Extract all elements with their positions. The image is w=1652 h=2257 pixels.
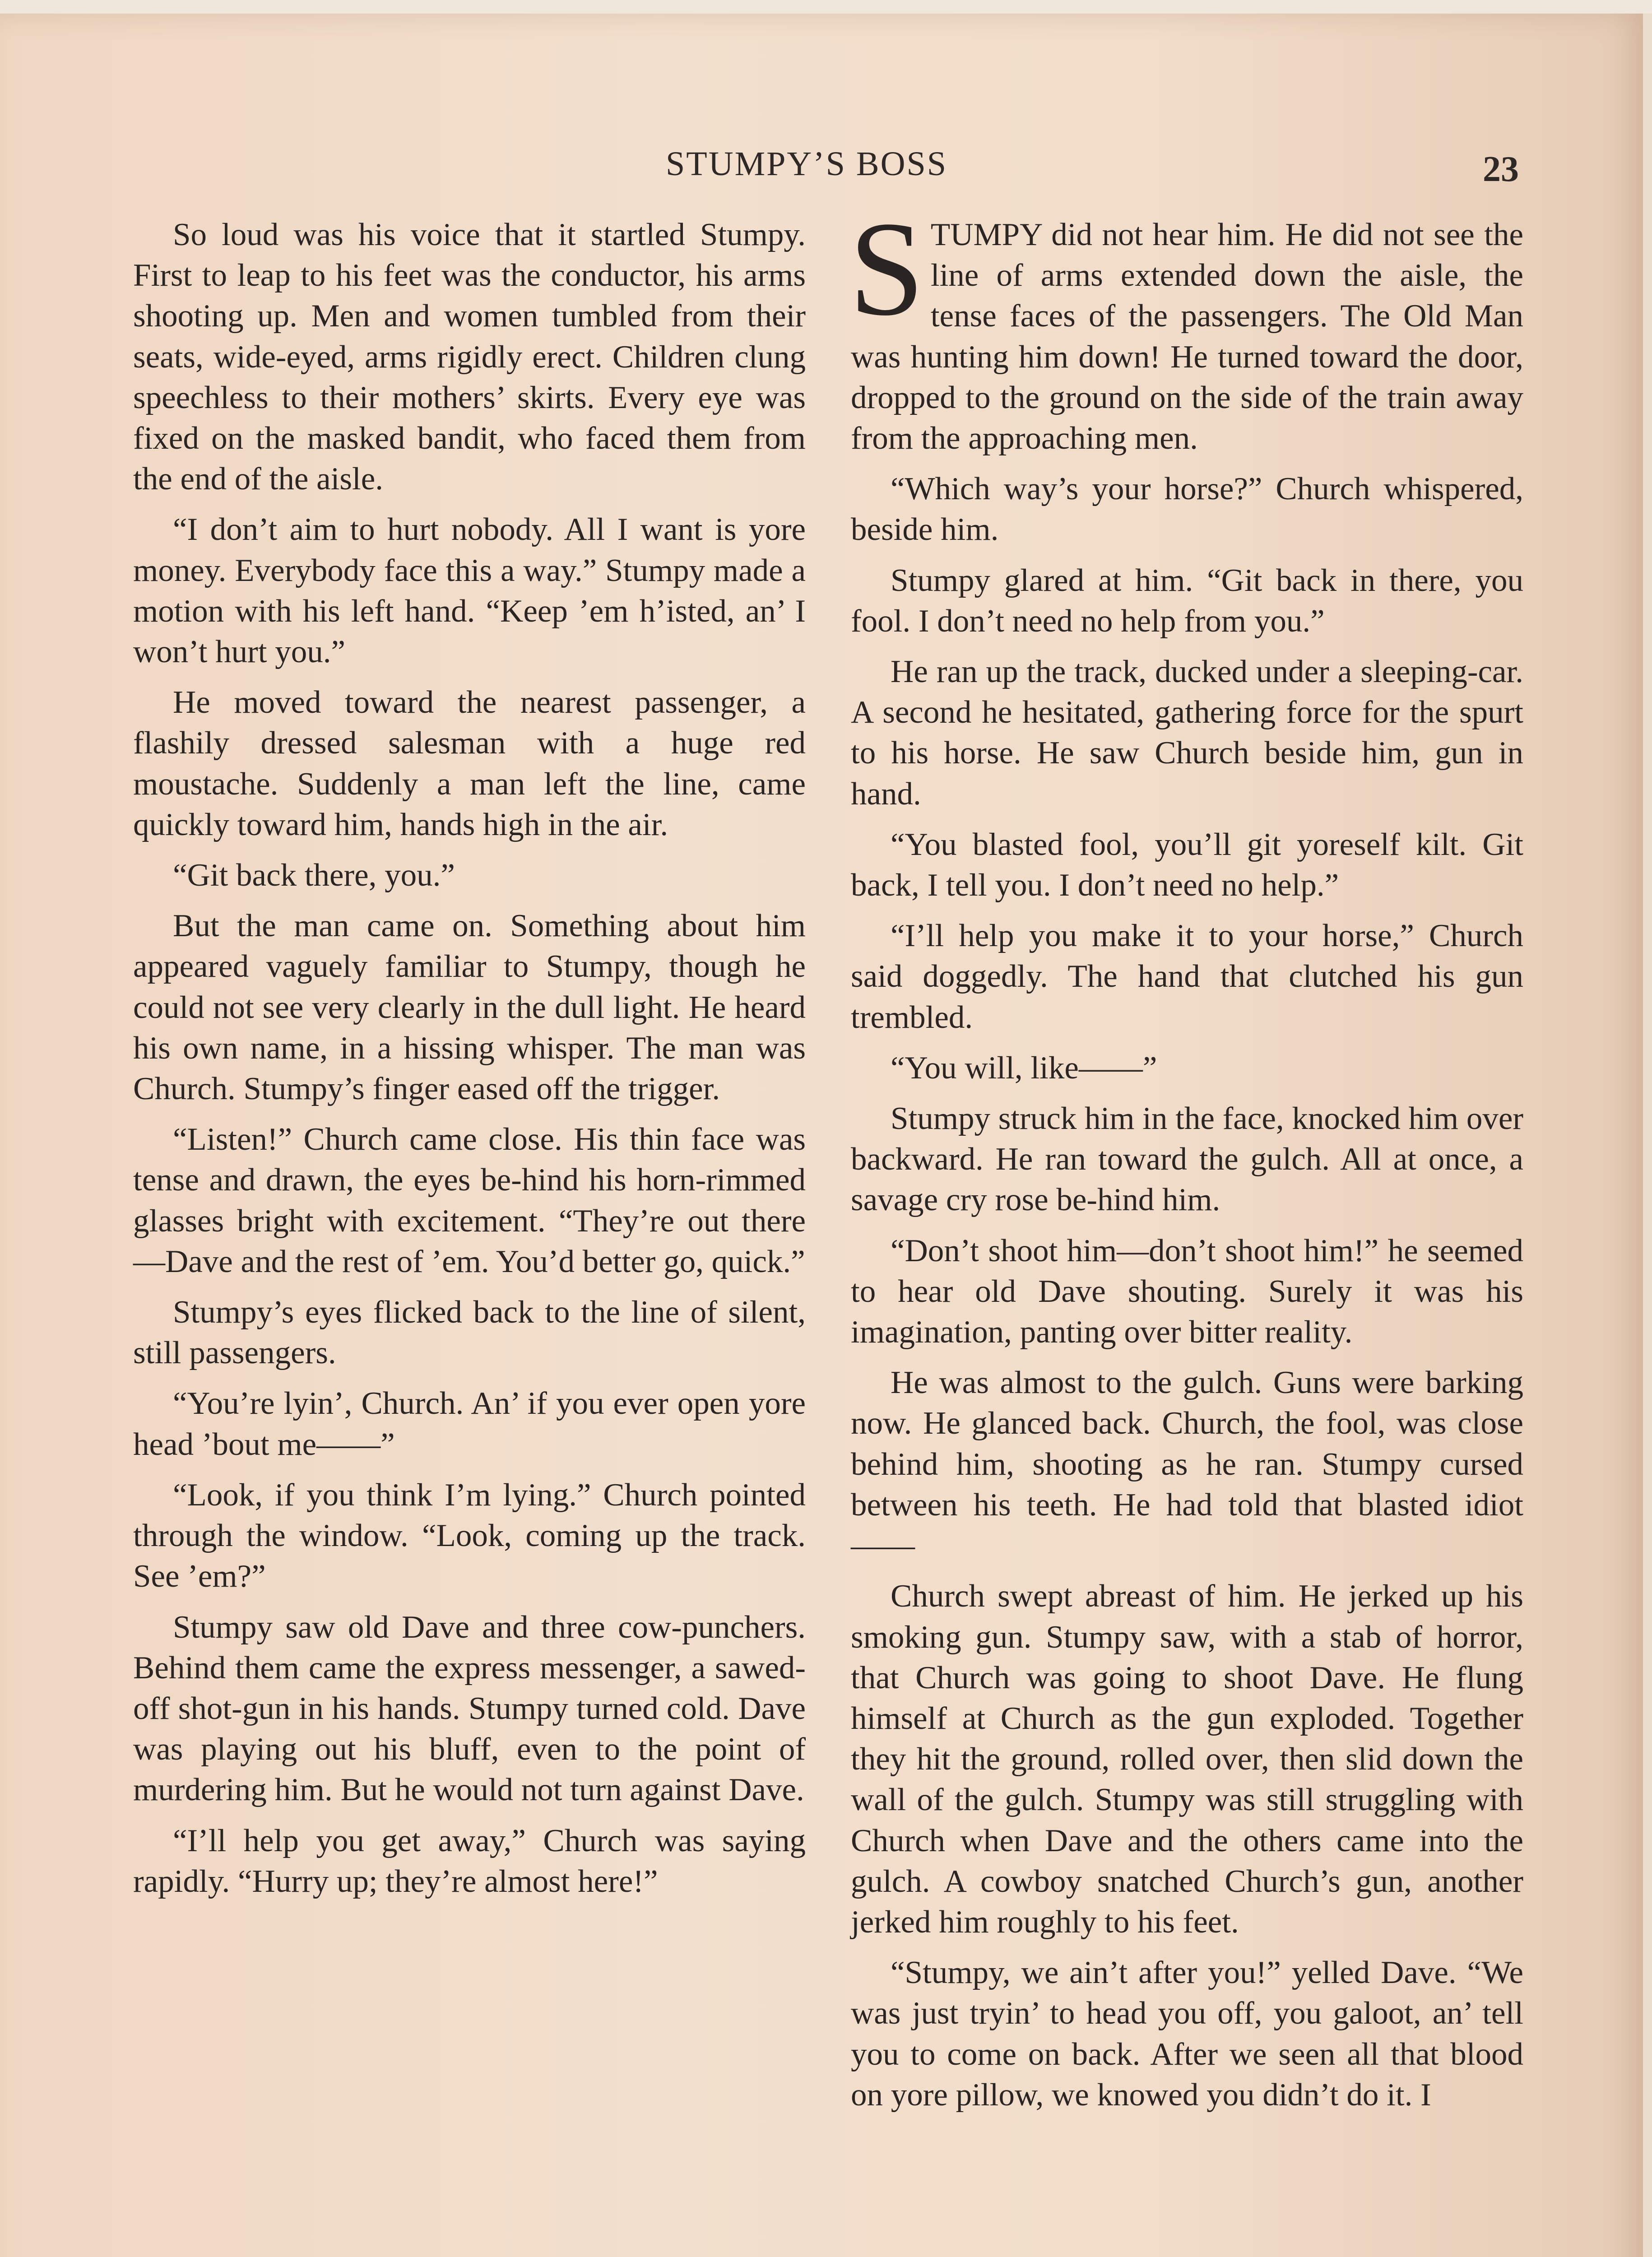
paragraph: “You’re lyin’, Church. An’ if you ever open yore head ’bout me——”: [133, 1386, 806, 1462]
drop-cap: S: [849, 194, 924, 344]
paragraph: Stumpy’s eyes flicked back to the line of silent, still passengers.: [133, 1295, 806, 1371]
paragraph: He moved toward the nearest passenger, a flashily dressed salesman with a huge red moustache. Suddenly a man left the line, came quickly toward him, hands high in the air.: [133, 685, 806, 842]
paragraph-text: TUMPY did not hear him. He did not see the line of arms extended down the aisle, the tense faces of the passengers. The Old Man was hunting him down! He turned toward the door, dropped to the ground on the side of the train away from the approaching men.: [851, 217, 1523, 456]
running-head: STUMPY’S BOSS: [666, 145, 947, 183]
paragraph: Stumpy glared at him. “Git back in there, you fool. I don’t need no help from you.”: [851, 562, 1523, 639]
paragraph: “Which way’s your horse?” Church whispered, beside him.: [851, 471, 1523, 548]
paragraph: “Listen!” Church came close. His thin face was tense and drawn, the eyes be-hind his horn-rimmed glasses bright with excitement. “They’re out there—Dave and the rest of ’em. You’d better go, quick.”: [133, 1122, 806, 1279]
paragraph: He was almost to the gulch. Guns were barking now. He glanced back. Church, the fool, was close behind him, shooting as he ran. Stumpy cursed between his teeth. He had told that blasted idiot——: [851, 1365, 1523, 1564]
paragraph: “You will, like——”: [891, 1050, 1157, 1086]
opening-paragraph: [849, 194, 1523, 459]
left-column: [133, 214, 806, 1912]
paragraph: But the man came on. Something about him appeared vaguely familiar to Stumpy, though he could not see very clearly in the dull light. He heard his own name, in a hissing whisper. The man was Church. Stumpy’s finger eased off the trigger.: [133, 908, 806, 1107]
paragraph: “You blasted fool, you’ll git yoreself kilt. Git back, I tell you. I don’t need no help.”: [851, 827, 1523, 903]
paragraph: “I’ll help you get away,” Church was saying rapidly. “Hurry up; they’re almost here!”: [133, 1823, 806, 1899]
paragraph: “Don’t shoot him—don’t shoot him!” he seemed to hear old Dave shouting. Surely it was his imagination, panting over bitter reality.: [851, 1233, 1523, 1350]
paragraph: “Stumpy, we ain’t after you!” yelled Dave. “We was just tryin’ to head you off, you galoot, an’ tell you to come on back. After we seen all that blood on yore pillow, we knowed you didn’t do it. I: [851, 1955, 1523, 2113]
paragraph: “Look, if you think I’m lying.” Church pointed through the window. “Look, coming up the track. See ’em?”: [133, 1477, 806, 1594]
paragraph: “I don’t aim to hurt nobody. All I want is yore money. Everybody face this a way.” Stumpy made a motion with his left hand. “Keep ’em h’isted, an’ I won’t hurt you.”: [133, 512, 806, 670]
paragraph: Church swept abreast of him. He jerked up his smoking gun. Stumpy saw, with a stab of horror, that Church was going to shoot Dave. He flung himself at Church as the gun exploded. Together they hit the ground, rolled over, then slid down the wall of the gulch. Stumpy was still struggling with Church when Dave and the others came into the gulch. A cowboy snatched Church’s gun, another jerked him roughly to his feet.: [851, 1579, 1523, 1940]
magazine-page: [0, 14, 1643, 2257]
right-column: [849, 194, 1523, 2125]
paragraph: He ran up the track, ducked under a sleeping-car. A second he hesitated, gathering force for the spurt to his horse. He saw Church beside him, gun in hand.: [851, 654, 1523, 812]
paragraph: “Git back there, you.”: [173, 858, 455, 893]
paragraph: “I’ll help you make it to your horse,” Church said doggedly. The hand that clutched his gun trembled.: [851, 918, 1523, 1035]
paragraph: Stumpy struck him in the face, knocked him over backward. He ran toward the gulch. All at once, a savage cry rose be-hind him.: [851, 1101, 1523, 1218]
paragraph: So loud was his voice that it startled Stumpy. First to leap to his feet was the conductor, his arms shooting up. Men and women tumbled from their seats, wide-eyed, arms rigidly erect. Children clung speechless to their mothers’ skirts. Every eye was fixed on the masked bandit, who faced them from the end of the aisle.: [133, 217, 806, 497]
page-number: 23: [1483, 149, 1519, 189]
top-margin-strip: [0, 0, 1652, 14]
paragraph: Stumpy saw old Dave and three cow-punchers. Behind them came the express messenger, a sawed-off shot-gun in his hands. Stumpy turned cold. Dave was playing out his bluff, even to the point of murdering him. But he would not turn against Dave.: [133, 1609, 806, 1808]
